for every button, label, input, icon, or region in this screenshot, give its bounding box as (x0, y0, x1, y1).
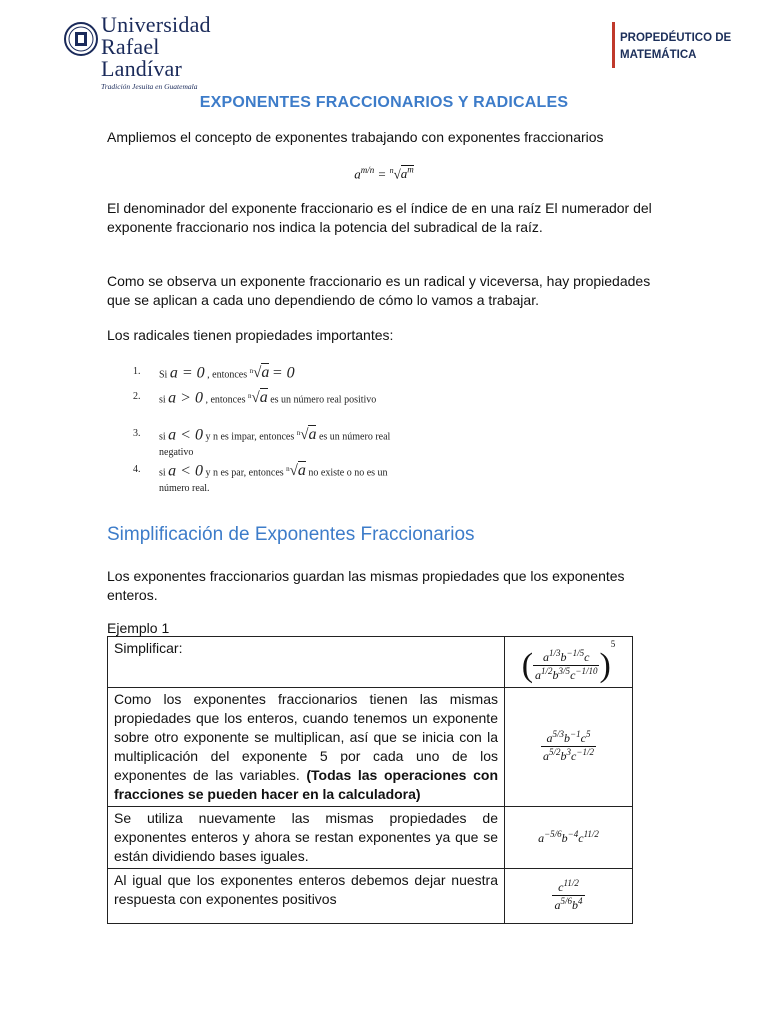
paragraph-3: Los radicales tienen propiedades importantes: (107, 327, 394, 343)
program-name: PROPEDÉUTICO DE MATEMÁTICA (620, 32, 732, 61)
intro-paragraph: Ampliemos el concepto de exponentes trabajando con exponentes fraccionarios (107, 129, 604, 145)
main-formula: $a^{m/n} = ^n√a^m$ (354, 165, 414, 182)
section-paragraph: Los exponentes fraccionarios guardan las mismas propiedades que los exponentes enteros. (107, 568, 625, 603)
row-3-expression: $a^{-5/6}b^{-4}c^{11/2}$ (505, 806, 633, 868)
page-title: EXPONENTES FRACCIONARIOS Y RADICALES (199, 94, 569, 111)
row-3-text: Se utiliza nuevamente las mismas propiedades de exponentes enteros y ahora se restan exponentes ya que se están dividiendo bases iguales. (108, 806, 505, 868)
university-tagline: Tradición Jesuita en Guatemala (101, 82, 198, 91)
university-name-line2: Rafael Landívar (101, 34, 183, 81)
table-row (108, 637, 633, 688)
row-1-expression: ( $\frac{a^{1/3}b^{-1/5}c}{a^{1/2}b^{3/5}c^{-1/10}}$ )$^5$ (505, 637, 633, 688)
paragraph-2: Como se observa un exponente fraccionario es un radical y viceversa, hay propiedades que se aplican a cada uno dependiendo de cómo lo vamos a trabajar. (107, 273, 651, 308)
paragraph-1: El denominador del exponente fraccionario es el índice de en una raíz El numerador del exponente fraccionario nos indica la potencia del subradical de la raíz. (107, 200, 652, 235)
table-row (108, 687, 633, 806)
table-row (108, 806, 633, 868)
university-name-line1: Universidad (101, 12, 211, 37)
row-4-text: Al igual que los exponentes enteros debemos dejar nuestra respuesta con exponentes positivos (108, 868, 505, 923)
example-label: Ejemplo 1 (107, 620, 170, 636)
university-crest-icon (63, 16, 99, 62)
example-table (107, 636, 633, 924)
row-1-text: Simplificar: (108, 637, 505, 688)
section-heading: Simplificación de Exponentes Fraccionarios (107, 524, 475, 545)
row-2-text: Como los exponentes fraccionarios tienen las mismas propiedades que los enteros, cuando tenemos un exponente sobre otro exponente se multiplican, así que se inicia con la multiplicación del exponente 5 por cada uno de los exponentes de las variables. (Todas las operaciones con fracciones se pueden hacer en la calculadora) (108, 687, 505, 806)
row-4-expression: $\frac{c^{11/2}}{a^{5/6}b^4}$ (505, 868, 633, 923)
row-2-expression: $\frac{a^{5/3}b^{-1}c^5}{a^{5/2}b^3c^{-1/2}}$ (505, 687, 633, 806)
university-logo (63, 12, 223, 91)
table-row (108, 868, 633, 923)
header-divider (612, 22, 615, 68)
